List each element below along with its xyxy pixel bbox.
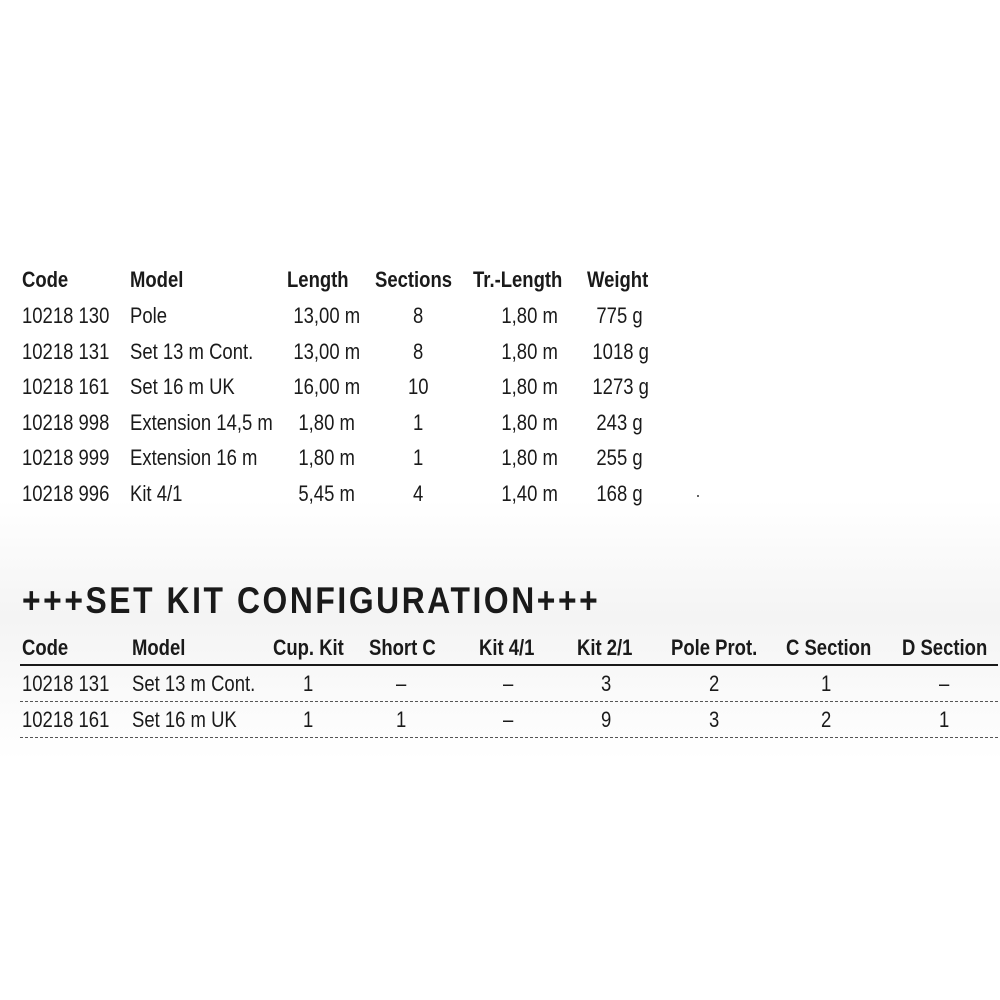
config-cell-cup-kit: 1 xyxy=(302,671,314,696)
spec-cell-model: Pole xyxy=(130,303,167,328)
spec-cell-length: 13,00 m xyxy=(293,338,361,364)
spec-cell-code: 10218 996 xyxy=(22,480,110,506)
spec-cell-tr-length: 1,80 m xyxy=(501,409,559,435)
spec-cell-length: 1,80 m xyxy=(298,409,356,435)
config-cell-code: 10218 161 xyxy=(22,707,110,732)
spec-cell-code: 10218 130 xyxy=(22,303,110,328)
spec-cell-tr-length: 1,40 m xyxy=(501,480,559,506)
spec-cell-length: 5,45 m xyxy=(298,480,356,506)
spec-cell-weight: 243 g xyxy=(596,409,644,435)
spec-cell-model: Set 16 m UK xyxy=(130,374,235,399)
spec-header-sections: Sections xyxy=(375,267,453,292)
spec-cell-tr-length: 1,80 m xyxy=(501,374,559,399)
spec-cell-model: Extension 16 m xyxy=(130,445,258,470)
table-row xyxy=(22,369,742,405)
config-cell-pole-prot: 3 xyxy=(708,707,720,732)
spec-cell-sections: 1 xyxy=(412,409,424,435)
spec-cell-weight: 1273 g xyxy=(592,374,649,399)
spec-cell-code: 10218 998 xyxy=(22,409,110,435)
config-header-pole-prot: Pole Prot. xyxy=(671,635,758,660)
config-cell-d-section: 1 xyxy=(938,707,950,732)
spec-header-model: Model xyxy=(130,267,184,292)
config-header-model: Model xyxy=(132,635,186,660)
config-cell-cup-kit: 1 xyxy=(302,707,314,732)
spec-cell-length: 13,00 m xyxy=(293,303,361,328)
spec-cell-sections: 4 xyxy=(412,480,424,506)
spec-header-row xyxy=(22,262,742,298)
spec-cell-length: 1,80 m xyxy=(298,445,356,470)
config-cell-model: Set 16 m UK xyxy=(132,707,237,732)
table-row xyxy=(22,334,742,370)
config-header-kit-2-1: Kit 2/1 xyxy=(577,635,633,660)
config-section-title: +++SET KIT CONFIGURATION+++ xyxy=(22,580,601,621)
config-cell-kit-2-1: 9 xyxy=(600,707,612,732)
config-cell-short-c: – xyxy=(395,671,407,696)
spec-cell-model: Kit 4/1 xyxy=(130,480,183,506)
config-header-d-section: D Section xyxy=(902,635,988,660)
spec-cell-weight: 1018 g xyxy=(592,338,649,364)
spec-cell-code: 10218 161 xyxy=(22,374,110,399)
table-row xyxy=(22,476,742,512)
spec-cell-tr-length: 1,80 m xyxy=(501,338,559,364)
spec-cell-code: 10218 131 xyxy=(22,338,110,364)
spec-cell-length: 16,00 m xyxy=(293,374,361,399)
config-header-kit-4-1: Kit 4/1 xyxy=(479,635,535,660)
spec-cell-model: Extension 14,5 m xyxy=(130,409,273,435)
spec-cell-weight: 775 g xyxy=(596,303,644,328)
spec-header-tr-length: Tr.-Length xyxy=(473,267,563,292)
spec-header-weight: Weight xyxy=(587,267,649,292)
config-cell-kit-4-1: – xyxy=(502,707,514,732)
table-row xyxy=(20,702,998,738)
config-cell-d-section: – xyxy=(938,671,950,696)
spec-cell-weight: 255 g xyxy=(596,445,644,470)
config-cell-c-section: 2 xyxy=(820,707,832,732)
config-cell-short-c: 1 xyxy=(395,707,407,732)
spec-cell-sections: 8 xyxy=(412,338,424,364)
config-table xyxy=(20,630,1000,738)
config-cell-pole-prot: 2 xyxy=(708,671,720,696)
spec-cell-model: Set 13 m Cont. xyxy=(130,338,254,364)
spec-cell-sections: 8 xyxy=(412,303,424,328)
config-header-c-section: C Section xyxy=(786,635,872,660)
spec-table xyxy=(22,262,742,511)
config-header-code: Code xyxy=(22,635,69,660)
spec-cell-sections: 10 xyxy=(407,374,429,399)
spec-cell-sections: 1 xyxy=(412,445,424,470)
config-cell-code: 10218 131 xyxy=(22,671,110,696)
table-row xyxy=(20,666,998,702)
table-row xyxy=(22,405,742,441)
spec-cell-weight: 168 g xyxy=(596,480,644,506)
spec-header-code: Code xyxy=(22,267,69,292)
spec-cell-tr-length: 1,80 m xyxy=(501,303,559,328)
stray-dot xyxy=(697,495,699,497)
config-header-short-c: Short C xyxy=(369,635,436,660)
spec-cell-tr-length: 1,80 m xyxy=(501,445,559,470)
config-cell-kit-2-1: 3 xyxy=(600,671,612,696)
table-row xyxy=(22,298,742,334)
config-header-cup-kit: Cup. Kit xyxy=(273,635,344,660)
spec-cell-code: 10218 999 xyxy=(22,445,110,470)
table-row xyxy=(22,440,742,476)
config-cell-c-section: 1 xyxy=(820,671,832,696)
spec-header-length: Length xyxy=(287,267,349,292)
config-cell-kit-4-1: – xyxy=(502,671,514,696)
config-header-row xyxy=(20,630,998,666)
config-cell-model: Set 13 m Cont. xyxy=(132,671,256,696)
